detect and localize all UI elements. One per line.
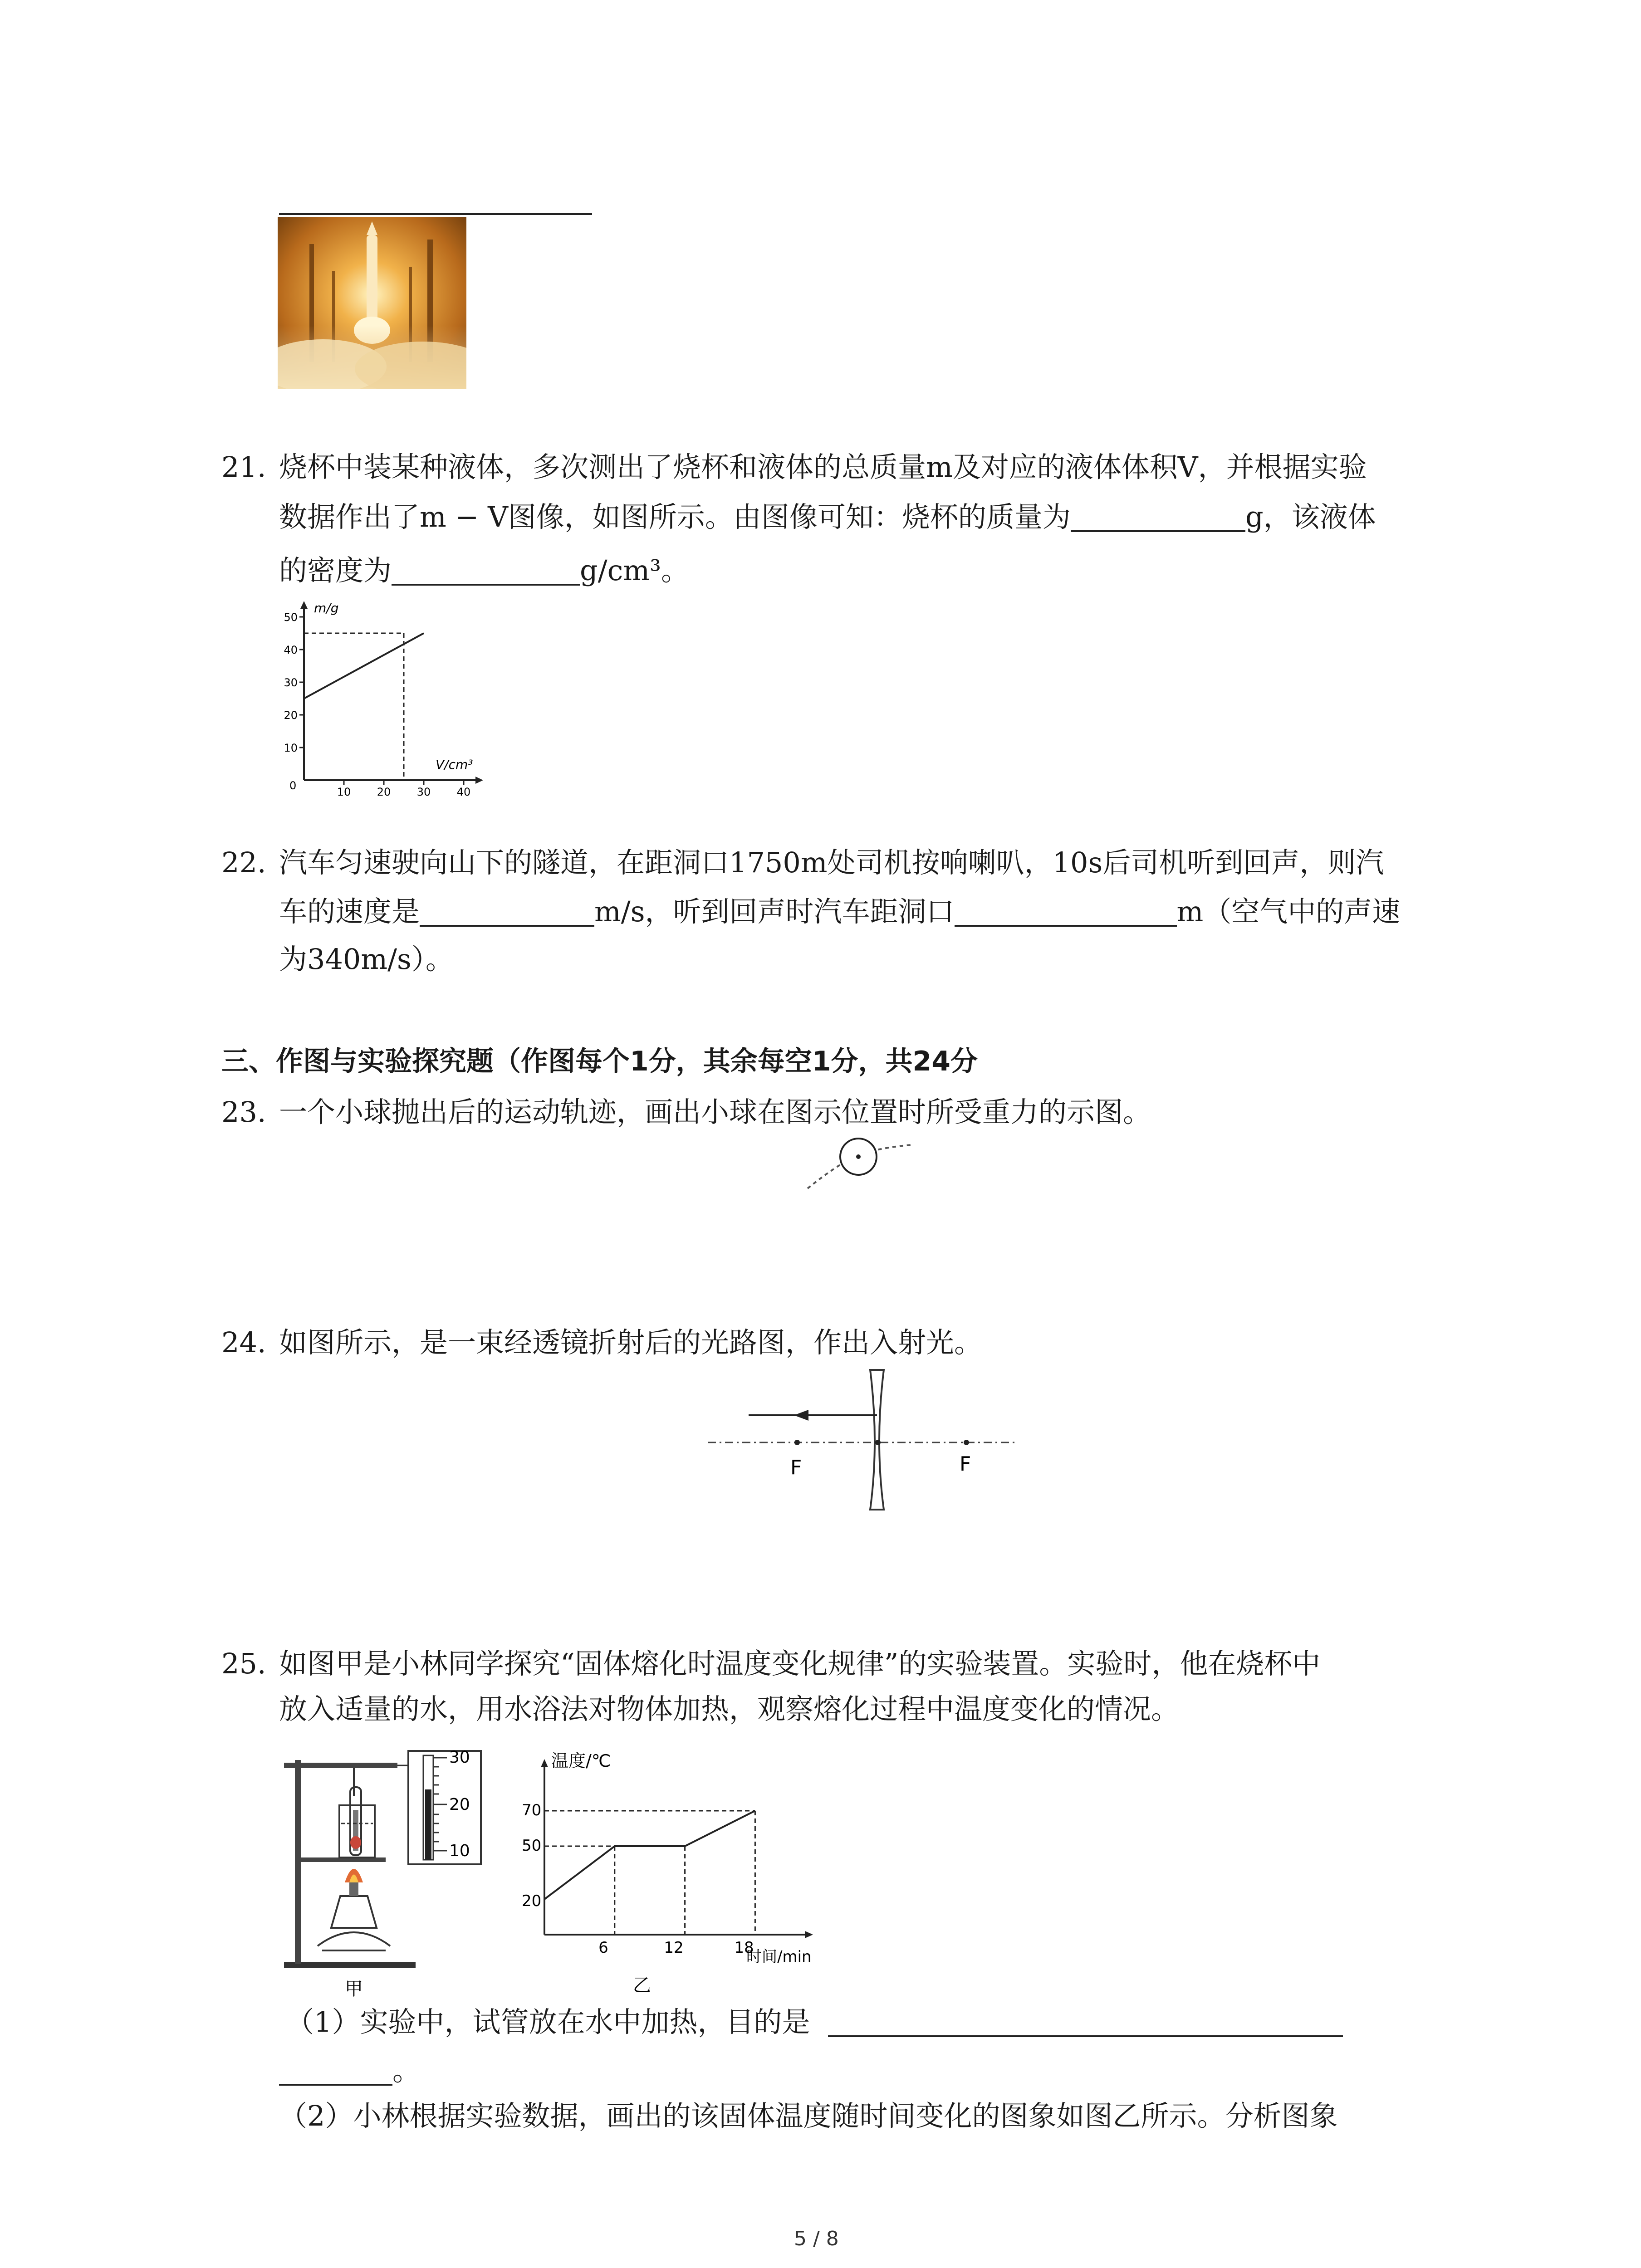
- q24-focus-right-dot: [964, 1440, 969, 1445]
- q21-number: 21.: [221, 450, 266, 484]
- q21-mv-chart: [277, 599, 490, 798]
- q25-xtick-12: 12: [664, 1939, 684, 1957]
- q24-lens-figure: [703, 1365, 1021, 1515]
- q21-line3: [279, 552, 689, 589]
- thermo-tick-20: 20: [449, 1795, 470, 1814]
- q24-focus-left-label: F: [790, 1456, 802, 1479]
- q21-xtick-label: 30: [416, 786, 431, 798]
- q24-number: 24.: [221, 1326, 266, 1359]
- q21-x-arrow: [475, 777, 483, 784]
- q25-blank-purpose-cont[interactable]: [279, 2057, 392, 2086]
- q25-fig-b-caption: 乙: [633, 1975, 651, 1996]
- q22-line2-text: 车的速度是: [279, 895, 420, 928]
- q25-number: 25.: [221, 1647, 266, 1680]
- q25-line1: 如图甲是小林同学探究“固体熔化时温度变化规律”的实验装置。实验时，他在烧杯中: [279, 1647, 1321, 1680]
- thermometer-column: [425, 1789, 431, 1860]
- q25-figure-apparatus: [277, 1746, 513, 2005]
- q22-blank-distance[interactable]: [955, 898, 1177, 927]
- q24-concave-lens: [870, 1370, 884, 1510]
- q25-xtick-18: 18: [734, 1939, 754, 1957]
- q25-xtick-6: 6: [598, 1939, 608, 1957]
- q21-data-line: [304, 633, 424, 699]
- q21-line2-unit: g，该液体: [1245, 500, 1376, 533]
- q21-ytick-label: 30: [284, 676, 298, 689]
- q25-line2: 放入适量的水，用水浴法对物体加热，观察熔化过程中温度变化的情况。: [279, 1692, 1180, 1725]
- q23-number: 23.: [221, 1095, 266, 1129]
- section-3-heading: 三、作图与实验探究题（作图每个1分，其余每空1分，共24分: [221, 1046, 978, 1077]
- q25-graph-ylabel: 温度/℃: [551, 1751, 611, 1771]
- q25-sub2: （2）小林根据实验数据，画出的该固体温度随时间变化的图象如图乙所示。分析图象: [279, 2099, 1338, 2132]
- rocket-launch-image: [278, 217, 466, 389]
- q21-blank-beaker-mass[interactable]: [1071, 503, 1245, 532]
- q22-line1: 汽车匀速驶向山下的隧道，在距洞口1750m处司机按响喇叭，10s后司机听到回声，则汽: [279, 846, 1384, 879]
- q21-ytick-label: 20: [284, 709, 298, 722]
- q21-line3-text: 的密度为: [279, 554, 392, 587]
- q25-data-line: [544, 1811, 755, 1899]
- q25-sub1-end: 。: [392, 2054, 421, 2087]
- q23-line1: 一个小球抛出后的运动轨迹，画出小球在图示位置时所受重力的示图。: [279, 1095, 1151, 1129]
- q25-ytick-70: 70: [522, 1801, 542, 1819]
- q21-line2: [279, 499, 1376, 535]
- q23-ball-trajectory-figure: [803, 1134, 921, 1193]
- q21-xtick-label: 40: [456, 786, 471, 798]
- stand-arm-top: [284, 1763, 397, 1768]
- q22-line2-end: m（空气中的声速: [1176, 895, 1401, 928]
- q21-line2-text: 数据作出了m − V图像，如图所示。由图像可知：烧杯的质量为: [279, 500, 1071, 533]
- thermometer-zoom-box: [408, 1751, 481, 1864]
- q25-ytick-20: 20: [522, 1892, 542, 1910]
- q22-blank-speed[interactable]: [420, 898, 594, 927]
- q23-trajectory-in: [808, 1161, 846, 1188]
- thermo-tick-30: 30: [449, 1748, 470, 1767]
- q21-blank-density[interactable]: [392, 557, 580, 586]
- stand-base: [284, 1962, 416, 1968]
- q25-ytick-50: 50: [522, 1837, 542, 1855]
- q22-line2: [279, 894, 1400, 930]
- q25-sub1-text: （1）实验中，试管放在水中加热，目的是: [286, 2005, 810, 2038]
- q21-line1: 烧杯中装某种液体，多次测出了烧杯和液体的总质量m及对应的液体体积V，并根据实验: [279, 450, 1367, 484]
- q24-line1: 如图所示，是一束经透镜折射后的光路图，作出入射光。: [279, 1326, 983, 1359]
- q23-ball-center: [856, 1154, 861, 1159]
- q21-xlabel: V/cm³: [436, 757, 473, 772]
- q22-line2-mid: m/s，听到回声时汽车距洞口: [594, 895, 955, 928]
- q21-xtick-label: 10: [337, 786, 351, 798]
- alcohol-lamp: [331, 1896, 377, 1928]
- q21-ytick-label: 50: [284, 611, 298, 624]
- q22-number: 22.: [221, 846, 266, 879]
- q24-focus-right-label: F: [960, 1452, 971, 1476]
- q24-focus-left-dot: [794, 1440, 800, 1445]
- q21-ylabel: m/g: [314, 601, 339, 616]
- q21-origin: 0: [289, 779, 297, 792]
- q21-ytick-label: 10: [284, 742, 298, 754]
- q21-xtick-label: 20: [377, 786, 391, 798]
- q25-sub1: [286, 2004, 1343, 2040]
- sample: [350, 1836, 361, 1849]
- top-rule: [279, 213, 592, 215]
- q24-ray-arrow: [794, 1410, 808, 1421]
- q23-trajectory-out: [871, 1145, 912, 1151]
- q25-temperature-graph: [517, 1746, 844, 2000]
- thermo-tick-10: 10: [449, 1842, 470, 1860]
- q24-optical-center-dot: [875, 1440, 881, 1445]
- q25-blank-purpose[interactable]: [828, 2008, 1343, 2037]
- q21-line3-unit: g/cm³。: [580, 554, 689, 587]
- page-number: 5 / 8: [794, 2227, 839, 2250]
- q21-ytick-label: 40: [284, 644, 298, 656]
- q25-graph-xlabel: 时间/min: [746, 1948, 812, 1966]
- q25-sub1-cont: [279, 2053, 421, 2089]
- q22-line3: 为340m/s）。: [279, 943, 454, 976]
- q21-y-arrow: [300, 601, 308, 609]
- q25-fig-a-caption: 甲: [345, 1979, 363, 1999]
